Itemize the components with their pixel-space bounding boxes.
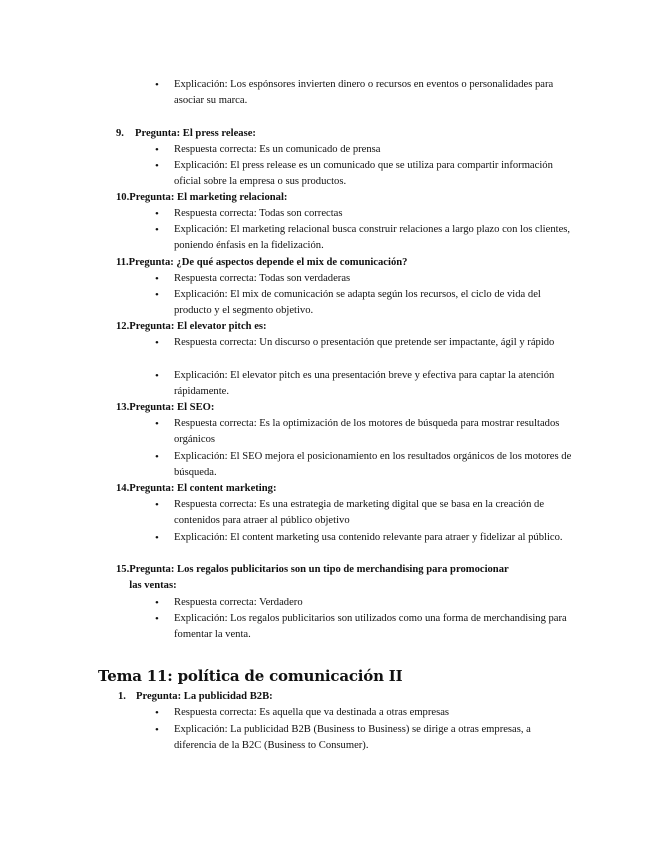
question-text: Pregunta: La publicidad B2B:: [136, 691, 273, 702]
section-answer-1: • Respuesta correcta: Es aquella que va destinada a otras empresas: [174, 705, 574, 721]
answer-15: • Respuesta correcta: Verdadero: [174, 595, 574, 611]
question-14: [116, 481, 556, 497]
question-number: 9.: [116, 128, 124, 139]
question-number: 11.: [116, 257, 129, 268]
question-text: Pregunta: El marketing relacional:: [129, 192, 288, 203]
explanation-15: • Explicación: Los regalos publicitarios son utilizados como una forma de merchandising para fomentar la venta.: [174, 611, 574, 643]
question-text: Pregunta: El press release:: [135, 128, 256, 139]
explanation-11: • Explicación: El mix de comunicación se adapta según los recursos, el ciclo de vida del producto y el segmento objetivo.: [174, 287, 574, 319]
explanation-9: • Explicación: El press release es un comunicado que se utiliza para compartir información oficial sobre la empresa o sus productos.: [174, 158, 574, 190]
question-11: [116, 255, 556, 271]
answer-14: • Respuesta correcta: Es una estrategia de marketing digital que se basa en la creación de contenidos para atraer al público objetivo: [174, 497, 574, 529]
intro-explanation: • Explicación: Los espónsores invierten dinero o recursos en eventos o personalidades para asociar su marca.: [174, 77, 574, 109]
question-number: 14.: [116, 483, 130, 494]
section-question-1: [118, 689, 558, 705]
question-number: 1.: [118, 691, 126, 702]
question-10: [116, 190, 556, 206]
answer-11: • Respuesta correcta: Todas son verdaderas: [174, 271, 574, 287]
answer-9: • Respuesta correcta: Es un comunicado de prensa: [174, 142, 574, 158]
explanation-10: • Explicación: El marketing relacional busca construir relaciones a largo plazo con los clientes, poniendo énfasis en la fidelización.: [174, 222, 574, 254]
explanation-14: • Explicación: El content marketing usa contenido relevante para atraer y fidelizar al público.: [174, 530, 574, 546]
question-9: [116, 126, 556, 142]
question-number: 12.: [116, 321, 130, 332]
question-text: Pregunta: El content marketing:: [129, 483, 277, 494]
section-heading: Tema 11: política de comunicación II: [98, 667, 403, 685]
question-number: 10.: [116, 192, 130, 203]
answer-13: • Respuesta correcta: Es la optimización de los motores de búsqueda para mostrar resultados orgánicos: [174, 416, 574, 448]
question-12: [116, 319, 556, 335]
question-13: [116, 400, 556, 416]
question-15: [116, 562, 516, 594]
question-text: Pregunta: Los regalos publicitarios son un tipo de merchandising para promocionar las ventas:: [129, 564, 509, 591]
section-explanation-1: • Explicación: La publicidad B2B (Business to Business) se dirige a otras empresas, a diferencia de la B2C (Business to Consumer).: [174, 722, 574, 754]
answer-10: • Respuesta correcta: Todas son correctas: [174, 206, 574, 222]
answer-12: • Respuesta correcta: Un discurso o presentación que pretende ser impactante, ágil y rápido: [174, 335, 574, 351]
question-text: Pregunta: El elevator pitch es:: [129, 321, 267, 332]
question-text: Pregunta: ¿De qué aspectos depende el mix de comunicación?: [128, 257, 408, 268]
explanation-12: • Explicación: El elevator pitch es una presentación breve y efectiva para captar la atención rápidamente.: [174, 368, 574, 400]
question-number: 15.: [116, 564, 130, 575]
question-number: 13.: [116, 402, 130, 413]
explanation-13: • Explicación: El SEO mejora el posicionamiento en los resultados orgánicos de los motores de búsqueda.: [174, 449, 574, 481]
question-text: Pregunta: El SEO:: [129, 402, 215, 413]
